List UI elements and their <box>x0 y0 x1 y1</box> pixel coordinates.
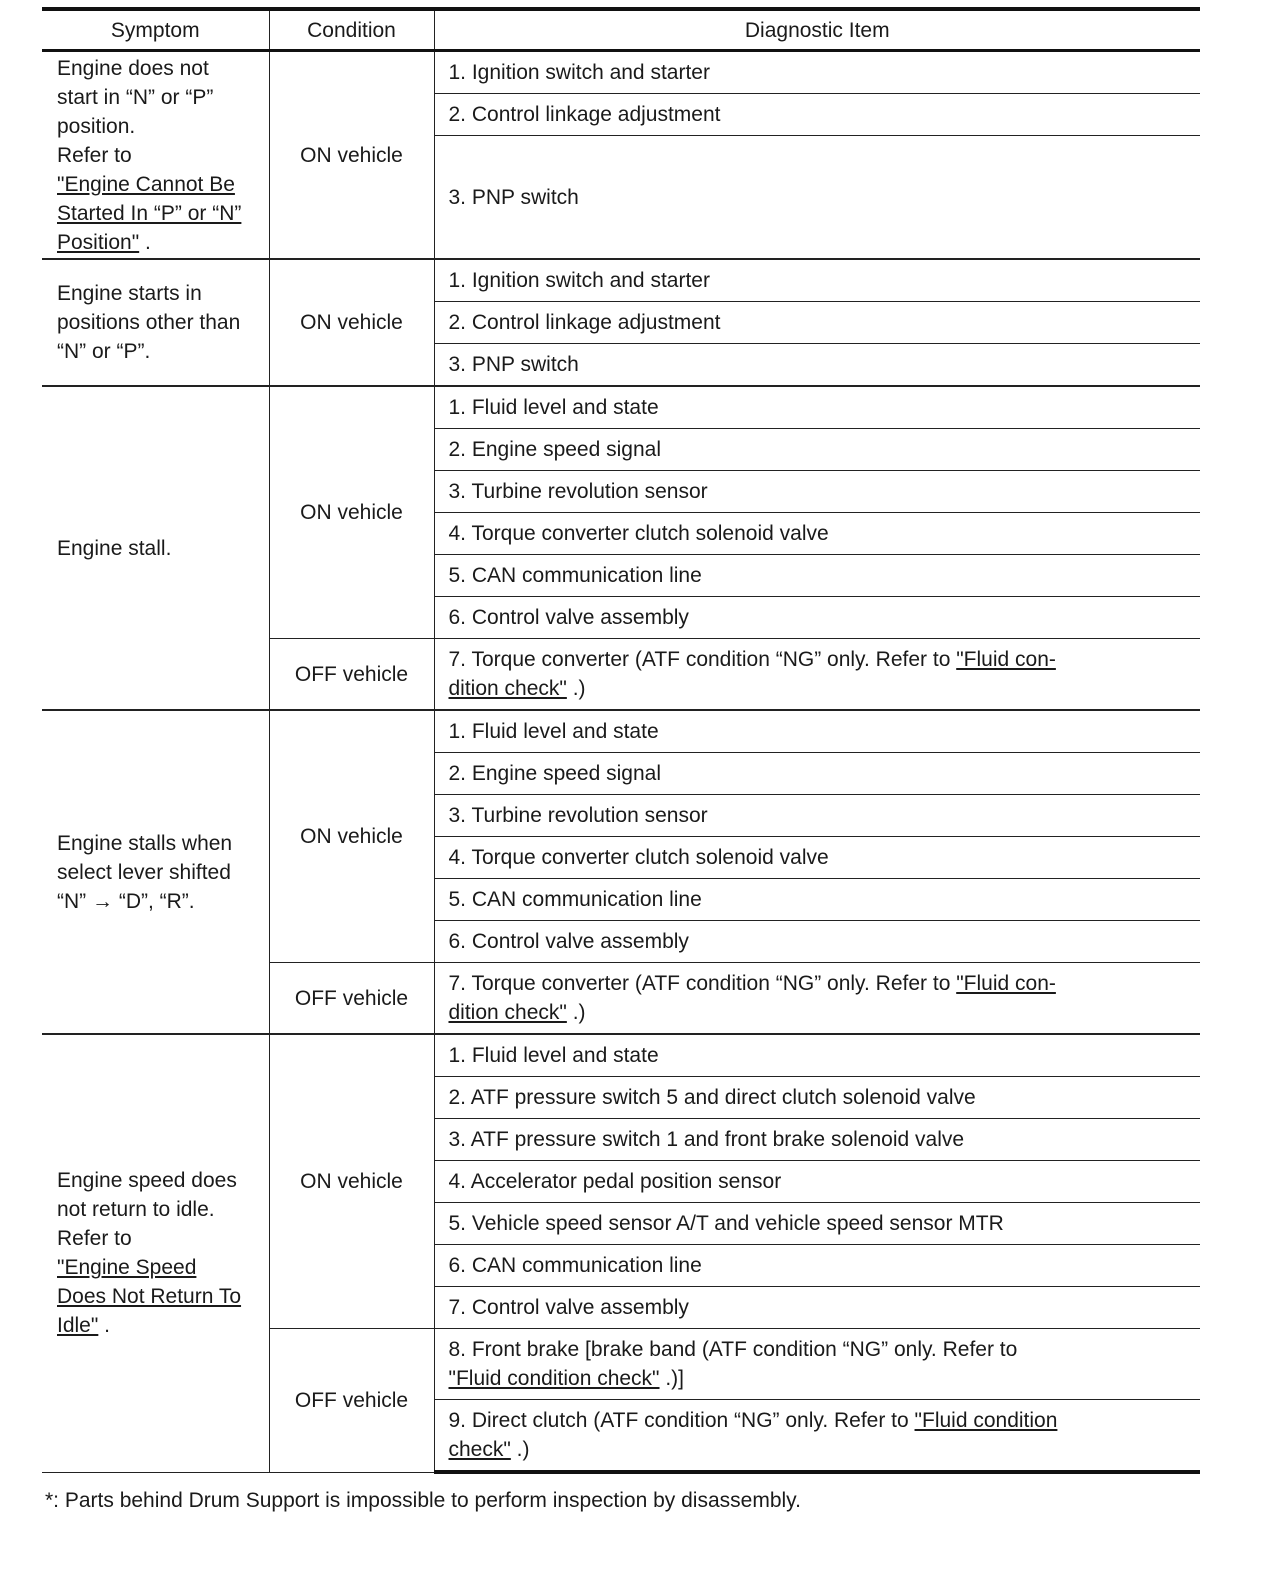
item-line <box>449 998 1187 1027</box>
diagnostic-item-cell: 5. CAN communication line <box>434 879 1200 921</box>
item-text: 7. Torque converter (ATF condition “NG” only. Refer to <box>448 648 957 671</box>
diagnostic-item-cell: 2. Engine speed signal <box>434 753 1200 795</box>
symptom-cell <box>42 259 269 386</box>
diagnostic-item-cell: 4. Torque converter clutch solenoid valve <box>434 513 1200 555</box>
diagnostic-item-cell: 4. Accelerator pedal position sensor <box>434 1161 1200 1203</box>
symptom-link-line <box>57 199 257 228</box>
symptom-cell <box>42 1034 269 1472</box>
item-text: .) <box>566 677 586 700</box>
diagnostic-item-cell <box>434 963 1200 1035</box>
condition-cell: OFF vehicle <box>269 963 434 1035</box>
header-row <box>42 9 1200 51</box>
table-header <box>42 9 1200 51</box>
reference-link[interactable]: Idle" <box>57 1314 99 1338</box>
symptom-link-line <box>57 1311 257 1340</box>
item-line <box>449 1364 1187 1393</box>
symptom-text: Refer to <box>57 1227 132 1251</box>
symptom-text: Engine does not <box>57 56 209 80</box>
footnote: *: Parts behind Drum Support is impossible to perform inspection by disassembly. <box>45 1489 801 1512</box>
reference-link[interactable]: "Engine Speed <box>57 1256 197 1280</box>
item-line <box>449 1335 1187 1364</box>
condition-cell: OFF vehicle <box>269 639 434 711</box>
symptom-link-line <box>57 1253 257 1282</box>
item-text: .) <box>566 1001 586 1024</box>
symptom-cell <box>42 51 269 260</box>
symptom-text: Engine starts in <box>57 282 202 305</box>
diagnostic-item-cell: 4. Torque converter clutch solenoid valve <box>434 837 1200 879</box>
item-text: 7. Torque converter (ATF condition “NG” only. Refer to <box>448 972 957 995</box>
symptom-group <box>42 386 1200 710</box>
symptom-text: Engine stall. <box>57 536 172 560</box>
symptom-text: positions other than <box>57 311 241 334</box>
diagnostic-item-cell: 1. Fluid level and state <box>434 1034 1200 1077</box>
item-text: .)] <box>659 1367 685 1390</box>
fluid-check-link[interactable]: "Fluid con- <box>956 648 1056 671</box>
fluid-check-link[interactable]: "Fluid condition <box>914 1409 1058 1432</box>
diagnostic-item-cell: 7. Control valve assembly <box>434 1287 1200 1329</box>
symptom-group <box>42 1034 1200 1472</box>
diagnostic-item-cell: 2. Engine speed signal <box>434 429 1200 471</box>
item-text: 9. Direct clutch (ATF condition “NG” only. Refer to <box>448 1409 915 1432</box>
symptom-text: Engine speed does <box>57 1169 237 1193</box>
symptom-group <box>42 259 1200 386</box>
condition-cell: ON vehicle <box>269 710 434 963</box>
table-row <box>42 1034 1200 1077</box>
header-condition: Condition <box>269 9 434 51</box>
condition-cell: ON vehicle <box>269 1034 434 1329</box>
symptom-text: position. <box>57 114 136 138</box>
symptom-link-line <box>57 170 257 199</box>
diagnostic-item-cell: 2. ATF pressure switch 5 and direct clutch solenoid valve <box>434 1077 1200 1119</box>
condition-cell: ON vehicle <box>269 51 434 260</box>
symptom-text: “N” → “D”, “R”. <box>57 889 195 913</box>
condition-cell: ON vehicle <box>269 386 434 639</box>
symptom-cell <box>42 710 269 1034</box>
table-row <box>42 710 1200 753</box>
diagnostic-item-cell: 3. ATF pressure switch 1 and front brake solenoid valve <box>434 1119 1200 1161</box>
fluid-check-link[interactable]: dition check" <box>448 677 567 700</box>
table-row <box>42 386 1200 429</box>
diagnostic-item-cell: 3. PNP switch <box>434 344 1200 387</box>
fluid-check-link[interactable]: dition check" <box>448 1001 567 1024</box>
item-line <box>449 969 1187 998</box>
diagnostic-item-cell: 2. Control linkage adjustment <box>434 302 1200 344</box>
item-text: 8. Front brake [brake band (ATF condition “NG” only. Refer to <box>448 1338 1018 1361</box>
diagnostic-item-cell: 6. Control valve assembly <box>434 597 1200 639</box>
table-row <box>42 51 1200 94</box>
diagnostic-item-cell <box>434 1329 1200 1400</box>
item-line <box>449 1435 1187 1464</box>
item-text: .) <box>510 1438 530 1461</box>
diagnostic-item-cell: 1. Fluid level and state <box>434 710 1200 753</box>
diagnostic-item-cell: 3. PNP switch <box>434 136 1200 260</box>
fluid-check-link[interactable]: "Fluid condition check" <box>448 1367 660 1390</box>
symptom-text: select lever shifted <box>57 860 231 884</box>
header-diagnostic-item: Diagnostic Item <box>434 9 1200 51</box>
diagnosis-sheet <box>42 7 1200 1474</box>
symptom-text: Engine stalls when <box>57 831 233 855</box>
header-symptom: Symptom <box>42 9 269 51</box>
symptom-punct: . <box>139 230 151 254</box>
diagnostic-item-cell <box>434 639 1200 711</box>
reference-link[interactable]: Position" <box>57 230 140 254</box>
diagnostic-item-cell: 3. Turbine revolution sensor <box>434 795 1200 837</box>
diagnostic-item-cell: 5. CAN communication line <box>434 555 1200 597</box>
symptom-text: start in “N” or “P” <box>57 85 214 109</box>
reference-link[interactable]: "Engine Cannot Be <box>57 172 235 196</box>
diagnostic-item-cell: 2. Control linkage adjustment <box>434 94 1200 136</box>
diagnosis-table <box>42 7 1200 1474</box>
symptom-text: not return to idle. <box>57 1198 215 1222</box>
fluid-check-link[interactable]: check" <box>448 1438 511 1461</box>
item-line <box>449 1406 1187 1435</box>
reference-link[interactable]: Does Not Return To <box>57 1285 242 1309</box>
symptom-group <box>42 51 1200 260</box>
symptom-text: “N” or “P”. <box>57 340 151 363</box>
symptom-link-line <box>57 1282 257 1311</box>
item-line <box>449 645 1187 674</box>
diagnostic-item-cell <box>434 1400 1200 1473</box>
diagnostic-item-cell: 1. Ignition switch and starter <box>434 51 1200 94</box>
fluid-check-link[interactable]: "Fluid con- <box>956 972 1056 995</box>
symptom-group <box>42 710 1200 1034</box>
reference-link[interactable]: Started In “P” or “N” <box>57 201 242 225</box>
symptom-cell <box>42 386 269 710</box>
condition-cell: ON vehicle <box>269 259 434 386</box>
diagnostic-item-cell: 1. Ignition switch and starter <box>434 259 1200 302</box>
table-row <box>42 259 1200 302</box>
item-line <box>449 674 1187 703</box>
condition-cell: OFF vehicle <box>269 1329 434 1473</box>
diagnostic-item-cell: 3. Turbine revolution sensor <box>434 471 1200 513</box>
symptom-text: Refer to <box>57 143 132 167</box>
diagnostic-item-cell: 5. Vehicle speed sensor A/T and vehicle speed sensor MTR <box>434 1203 1200 1245</box>
symptom-link-line <box>57 228 257 257</box>
diagnostic-item-cell: 6. Control valve assembly <box>434 921 1200 963</box>
diagnostic-item-cell: 6. CAN communication line <box>434 1245 1200 1287</box>
symptom-punct: . <box>98 1314 110 1338</box>
diagnostic-item-cell: 1. Fluid level and state <box>434 386 1200 429</box>
